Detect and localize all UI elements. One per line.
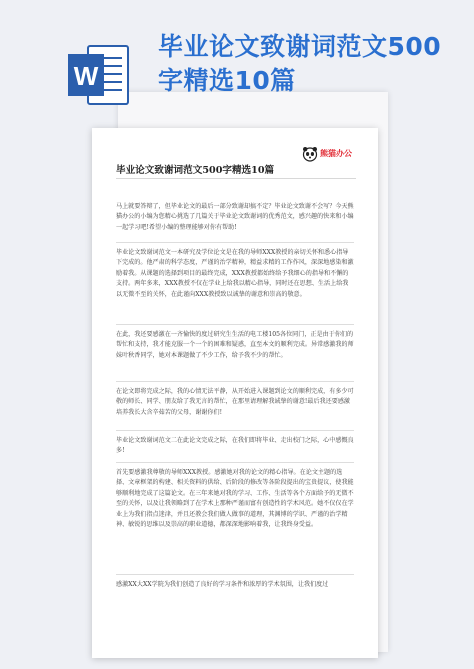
paragraph-essay-one: 毕业论文致谢词范文一本研究及学位论文是在我的导师XXX教授的亲切关怀和悉心指导下完成的。他严肃的科学态度，严谨的治学精神，精益求精的工作作风，深深地感染和激励着我。从课题的选择到项目的最终完成，XXX教授都始终给予我细心的指导和不懈的支持。两年多来，XXX教授不仅在学业上给我以精心指导，同时还在思想、生活上给我以无微不至的关怀，在此谨向XXX教授致以诚挚的谢意和崇高的敬意。 (116, 249, 354, 298)
paragraph-intro: 马上就要答辩了，但毕业论文的最后一部分致谢却搞不定？毕业论文致谢不会写？今天熊猫办公的小编为您精心挑选了几篇关于毕业论文致谢词的优秀范文，感兴趣的快来和小编一起学习吧!希望小编的整理能够对你有帮助! (116, 203, 354, 231)
paragraph-parents: 在论文即将完成之际，我的心情无法平静，从开始进入课题到论文的顺利完成，有多少可敬的师长、同学、朋友给了我无言的帮忙，在那里请理解我诚挚的谢意!最后我还要感激培养我长大含辛茹苦的父母，谢谢你们! (116, 388, 354, 416)
paragraph-divider (116, 324, 354, 325)
paragraph-divider (116, 574, 354, 575)
paragraph-divider (116, 462, 354, 463)
paragraph-divider (116, 430, 354, 431)
paragraph-school: 感激XX大XX学院为我们创造了良好的学习条件和浓厚的学术氛围，让我们度过 (116, 581, 329, 588)
document-page (92, 128, 378, 658)
page-title: 毕业论文致谢词范文500字精选10篇 (158, 32, 442, 95)
svg-text:W: W (73, 61, 99, 91)
brand-name: 熊猫办公 (320, 149, 352, 158)
document-title: 毕业论文致谢词范文500字精选10篇 (116, 165, 275, 176)
brand-logo (302, 146, 364, 164)
paragraph-essay-two: 毕业论文致谢词范文二在此论文完成之际，在我们即将毕业、走出校门之际，心中感慨良多! (116, 437, 354, 455)
paragraph-advisor: 首先要感激我尊敬的导师XXX教授。感激她对我的论文的精心指导。在论文主题的选择、文章框架的构建、相关资料的供给、后阶段的修改等各阶段提出的宝贵提议，使我能够顺利地完成了这篇论文。在三年来她对我的学习、工作、生活等各个方面给予的无微不至的关怀，以及让我领略到了在学术上那种严谨而富有创造性的学术风范。她不仅仅在学业上为我们指点迷津，并且还教会我们做人做事的道理，其渊博的学识、严谨的治学精神、敏锐的思维以及崇高的职业道德，都深深地影响着我，让我终身受益。 (116, 469, 354, 529)
paragraph-divider (116, 381, 354, 382)
panda-logo-icon (302, 146, 318, 162)
paragraph-classmates: 在此，我还要感激在一齐愉快的度过研究生生活的电工楼105各位同门，正是由于你们的帮忙和支持，我才能克服一个一个的困难和疑惑，直至本文的顺利完成。异常感激我的师妹叶秋香同学，她对本课题做了不少工作，给予我不少的帮忙。 (116, 331, 354, 359)
word-document-icon (66, 40, 132, 110)
paragraph-divider (116, 242, 354, 243)
title-divider (116, 178, 356, 179)
